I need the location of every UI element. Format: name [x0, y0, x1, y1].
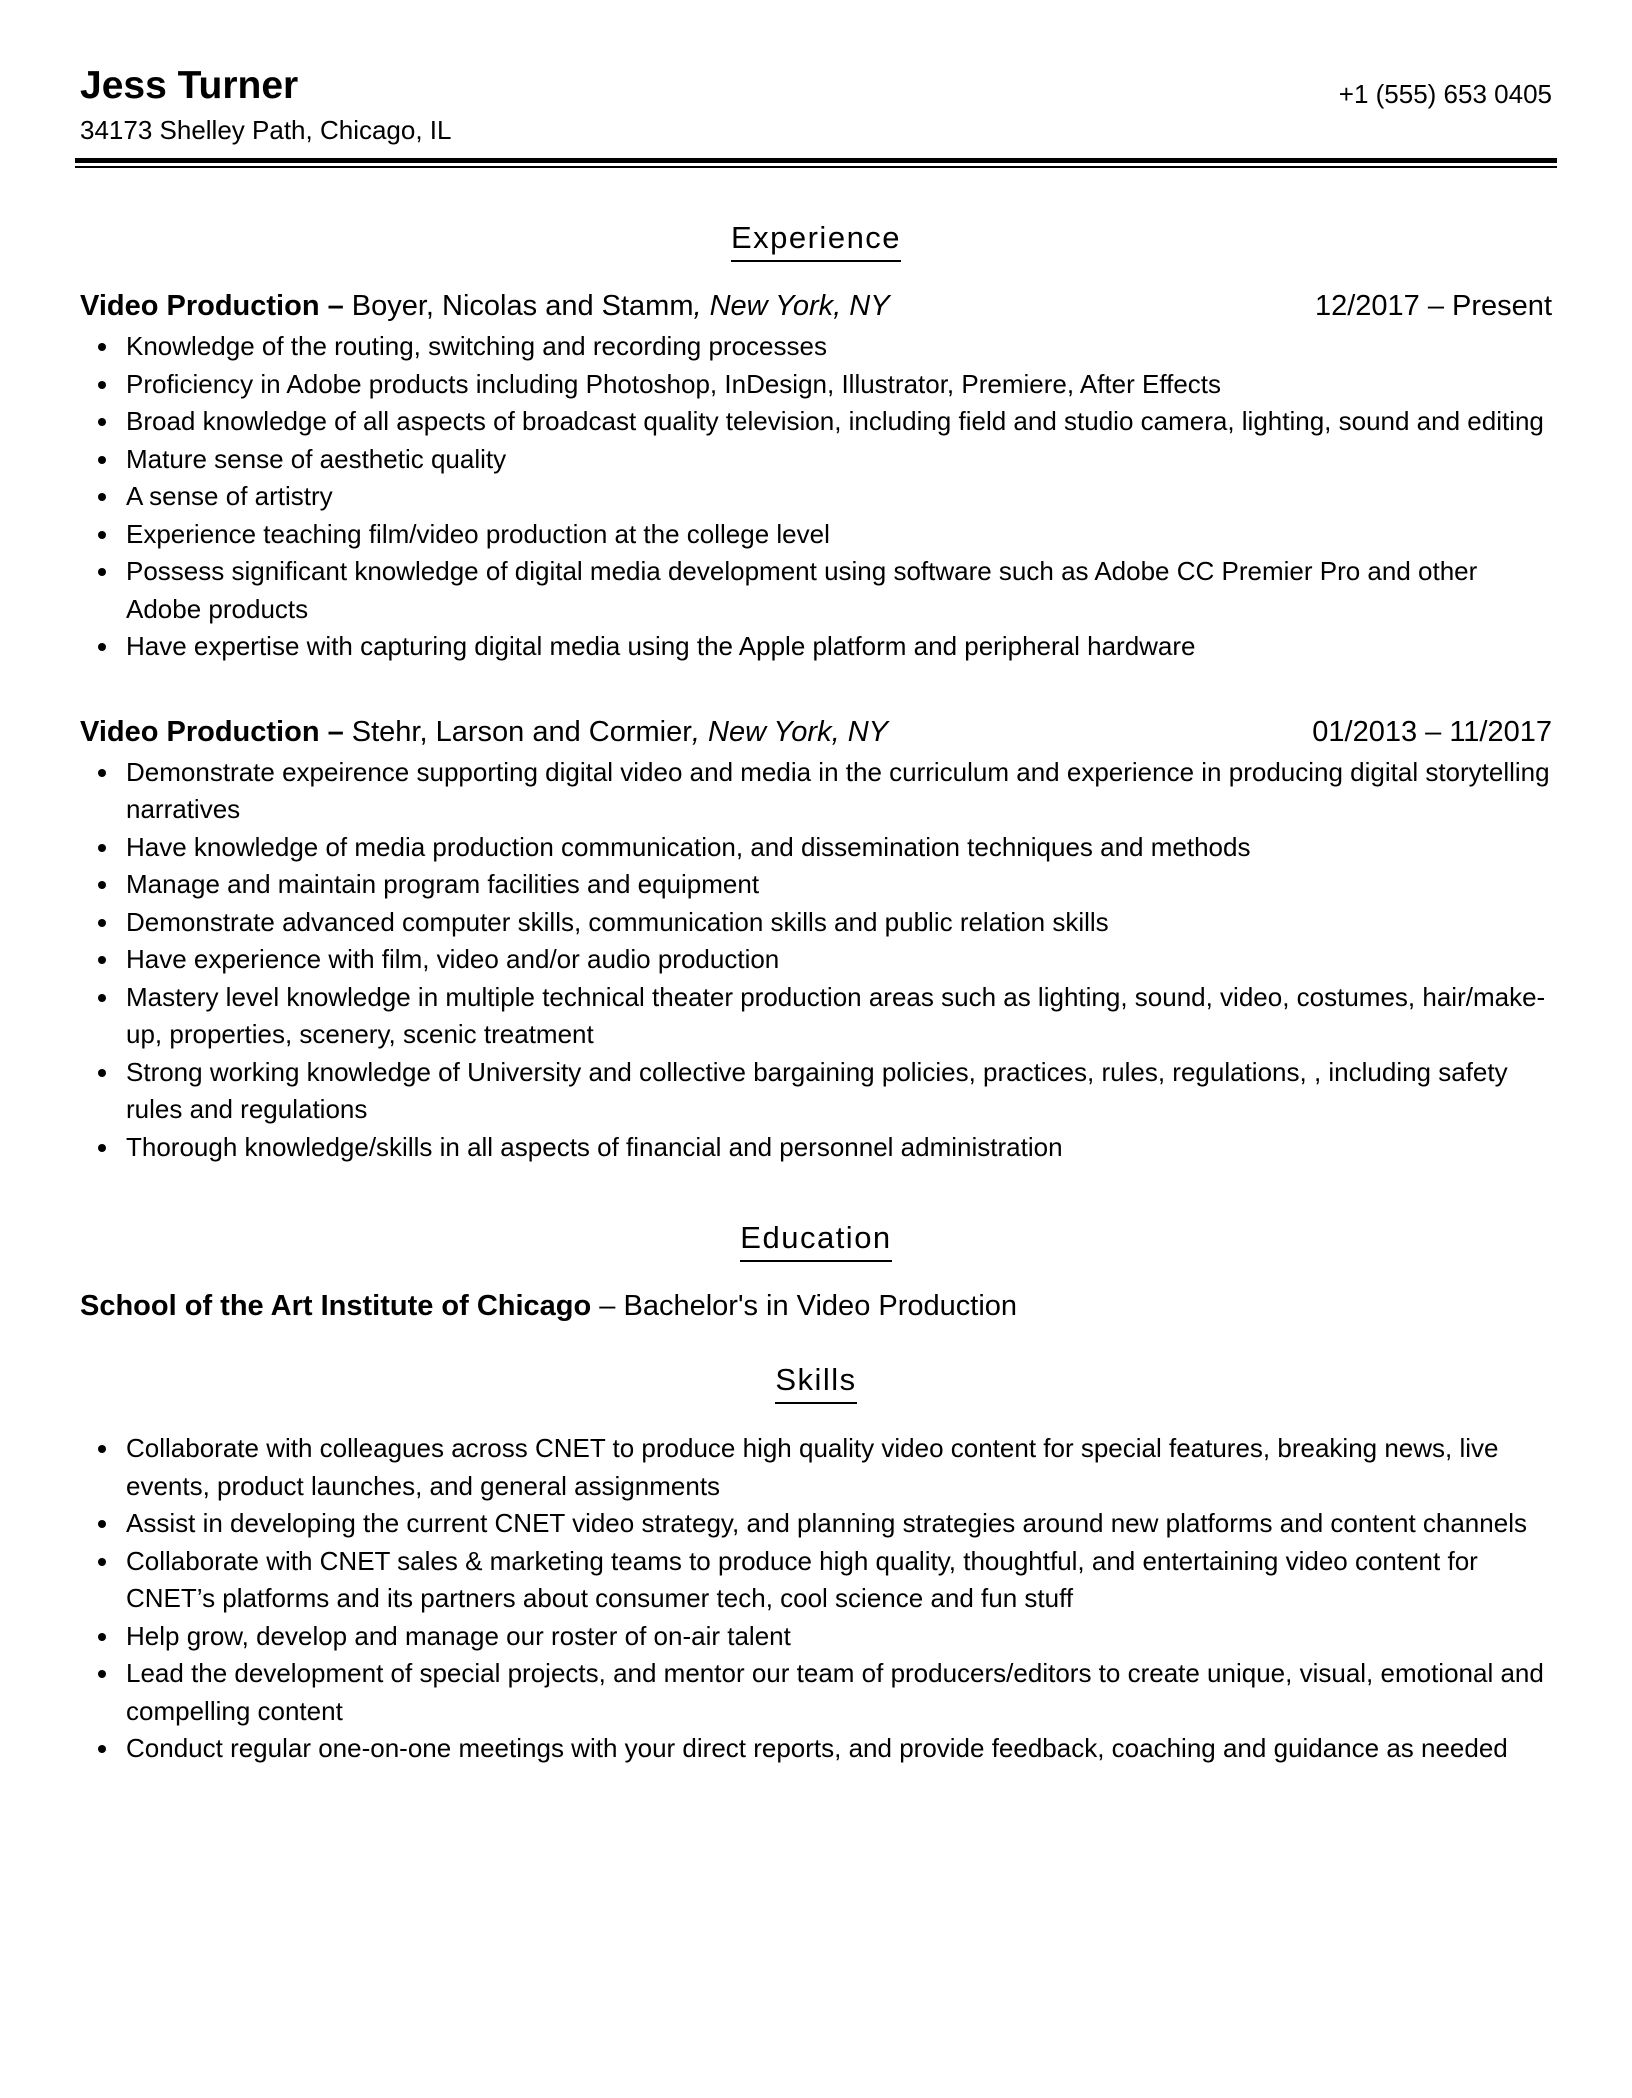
bullet-icon — [98, 1633, 106, 1641]
list-item — [80, 979, 1552, 1054]
list-item — [80, 1618, 1552, 1656]
job-company: Stehr, Larson and Cormier — [343, 715, 692, 748]
header-divider-thick — [75, 158, 1557, 163]
bullet-icon — [98, 531, 106, 539]
bullet-text: Assist in developing the current CNET video strategy, and planning strategies around new platforms and content channels — [126, 1508, 1527, 1538]
list-item — [80, 441, 1552, 479]
job-entry — [80, 712, 1552, 1167]
job-location: , New York, NY — [691, 715, 888, 748]
list-item — [80, 1505, 1552, 1543]
bullet-icon — [98, 418, 106, 426]
job-title: Video Production – — [80, 290, 344, 322]
bullet-icon — [98, 568, 106, 576]
bullet-text: Help grow, develop and manage our roster of on-air talent — [126, 1620, 791, 1651]
list-item — [80, 1129, 1552, 1167]
bullet-text: Collaborate with colleagues across CNET to produce high quality video content for special features, breaking news, live events, product launches, and general assignments — [126, 1433, 1499, 1501]
bullet-icon — [98, 1520, 106, 1528]
list-item — [80, 1054, 1552, 1129]
bullet-text: Have expertise with capturing digital media using the Apple platform and peripheral hardware — [126, 631, 1196, 661]
bullet-text: Knowledge of the routing, switching and recording processes — [126, 331, 827, 361]
bullet-icon — [98, 343, 106, 351]
bullet-text: Mastery level knowledge in multiple technical theater production areas such as lighting, sound, video, costumes, hair/make-up, properties, scenery, scenic treatment — [126, 981, 1546, 1049]
job-title: Video Production – — [80, 715, 344, 748]
bullet-text: Conduct regular one-on-one meetings with your direct reports, and provide feedback, coaching and guidance as needed — [126, 1733, 1508, 1763]
bullet-text: Proficiency in Adobe products including Photoshop, InDesign, Illustrator, Premiere, After Effects — [126, 368, 1221, 399]
bullet-icon — [98, 1144, 106, 1152]
list-item — [80, 478, 1552, 516]
experience-section-heading — [80, 218, 1552, 262]
degree: – Bachelor's in Video Production — [591, 1290, 1018, 1322]
bullet-text: Strong working knowledge of University and collective bargaining policies, practices, rules, regulations, , including safety rules and regulations — [126, 1056, 1508, 1124]
job-bullet-list — [80, 754, 1552, 1167]
bullet-text: Demonstrate expeirence supporting digital video and media in the curriculum and experience in producing digital storytelling narratives — [126, 756, 1550, 824]
skills-section — [80, 1360, 1552, 1768]
job-dates: 01/2013 – 11/2017 — [1312, 715, 1552, 748]
list-item — [80, 366, 1552, 404]
job-bullet-list — [80, 328, 1552, 666]
list-item — [80, 829, 1552, 867]
education-entry — [80, 1286, 1552, 1326]
bullet-text: Lead the development of special projects, and mentor our team of producers/editors to create unique, visual, emotional and compelling content — [126, 1658, 1544, 1726]
bullet-icon — [98, 1445, 106, 1453]
list-item — [80, 553, 1552, 628]
list-item — [80, 1543, 1552, 1618]
skills-bullet-list — [80, 1430, 1552, 1768]
bullet-icon — [98, 1558, 106, 1566]
list-item — [80, 1430, 1552, 1505]
job-header — [80, 712, 1552, 752]
bullet-text: Manage and maintain program facilities and equipment — [126, 869, 760, 899]
bullet-icon — [98, 769, 106, 777]
bullet-text: Demonstrate advanced computer skills, communication skills and public relation skills — [126, 906, 1109, 937]
education-section — [80, 1218, 1552, 1326]
list-item — [80, 1655, 1552, 1730]
bullet-icon — [98, 493, 106, 501]
bullet-text: Broad knowledge of all aspects of broadcast quality television, including field and studio camera, lighting, sound and editing — [126, 406, 1544, 436]
list-item — [80, 866, 1552, 904]
list-item — [80, 628, 1552, 666]
job-dates: 12/2017 – Present — [1314, 290, 1552, 322]
list-item — [80, 904, 1552, 942]
bullet-text: Mature sense of aesthetic quality — [126, 443, 507, 474]
bullet-icon — [98, 881, 106, 889]
job-header — [80, 286, 1552, 326]
list-item — [80, 328, 1552, 366]
bullet-text: Thorough knowledge/skills in all aspects of financial and personnel administration — [126, 1131, 1063, 1162]
bullet-text: Collaborate with CNET sales & marketing teams to produce high quality, thoughtful, and entertaining video content for CNET’s platforms and its partners about consumer tech, cool science and fun stuff — [126, 1545, 1478, 1613]
bullet-icon — [98, 1670, 106, 1678]
list-item — [80, 516, 1552, 554]
job-entry — [80, 286, 1552, 666]
bullet-icon — [98, 956, 106, 964]
bullet-icon — [98, 1745, 106, 1753]
bullet-text: Experience teaching film/video production at the college level — [126, 518, 830, 549]
job-company: Boyer, Nicolas and Stamm — [343, 290, 694, 322]
resume-header — [80, 60, 1552, 156]
school-name: School of the Art Institute of Chicago — [80, 1290, 592, 1322]
bullet-text: Possess significant knowledge of digital media development using software such as Adobe CC Premier Pro and other Adobe products — [126, 556, 1478, 624]
bullet-text: Have knowledge of media production communication, and dissemination techniques and methods — [126, 831, 1251, 862]
candidate-name: Jess Turner — [80, 64, 299, 107]
header-divider-thin — [75, 166, 1557, 168]
list-item — [80, 754, 1552, 829]
bullet-icon — [98, 919, 106, 927]
bullet-icon — [98, 1069, 106, 1077]
list-item — [80, 1730, 1552, 1768]
bullet-icon — [98, 456, 106, 464]
list-item — [80, 941, 1552, 979]
skills-section-heading — [80, 1360, 1552, 1404]
education-heading: Education — [740, 1218, 891, 1262]
education-section-heading — [80, 1218, 1552, 1262]
bullet-text: A sense of artistry — [126, 481, 333, 511]
skills-heading: Skills — [775, 1360, 856, 1404]
resume-body — [80, 218, 1552, 1768]
bullet-icon — [98, 844, 106, 852]
experience-heading: Experience — [731, 218, 901, 262]
candidate-address: 34173 Shelley Path, Chicago, IL — [80, 115, 452, 145]
bullet-text: Have experience with film, video and/or audio production — [126, 944, 780, 974]
bullet-icon — [98, 994, 106, 1002]
job-location: , New York, NY — [693, 290, 890, 322]
bullet-icon — [98, 381, 106, 389]
bullet-icon — [98, 643, 106, 651]
candidate-phone: +1 (555) 653 0405 — [1338, 79, 1552, 109]
list-item — [80, 403, 1552, 441]
